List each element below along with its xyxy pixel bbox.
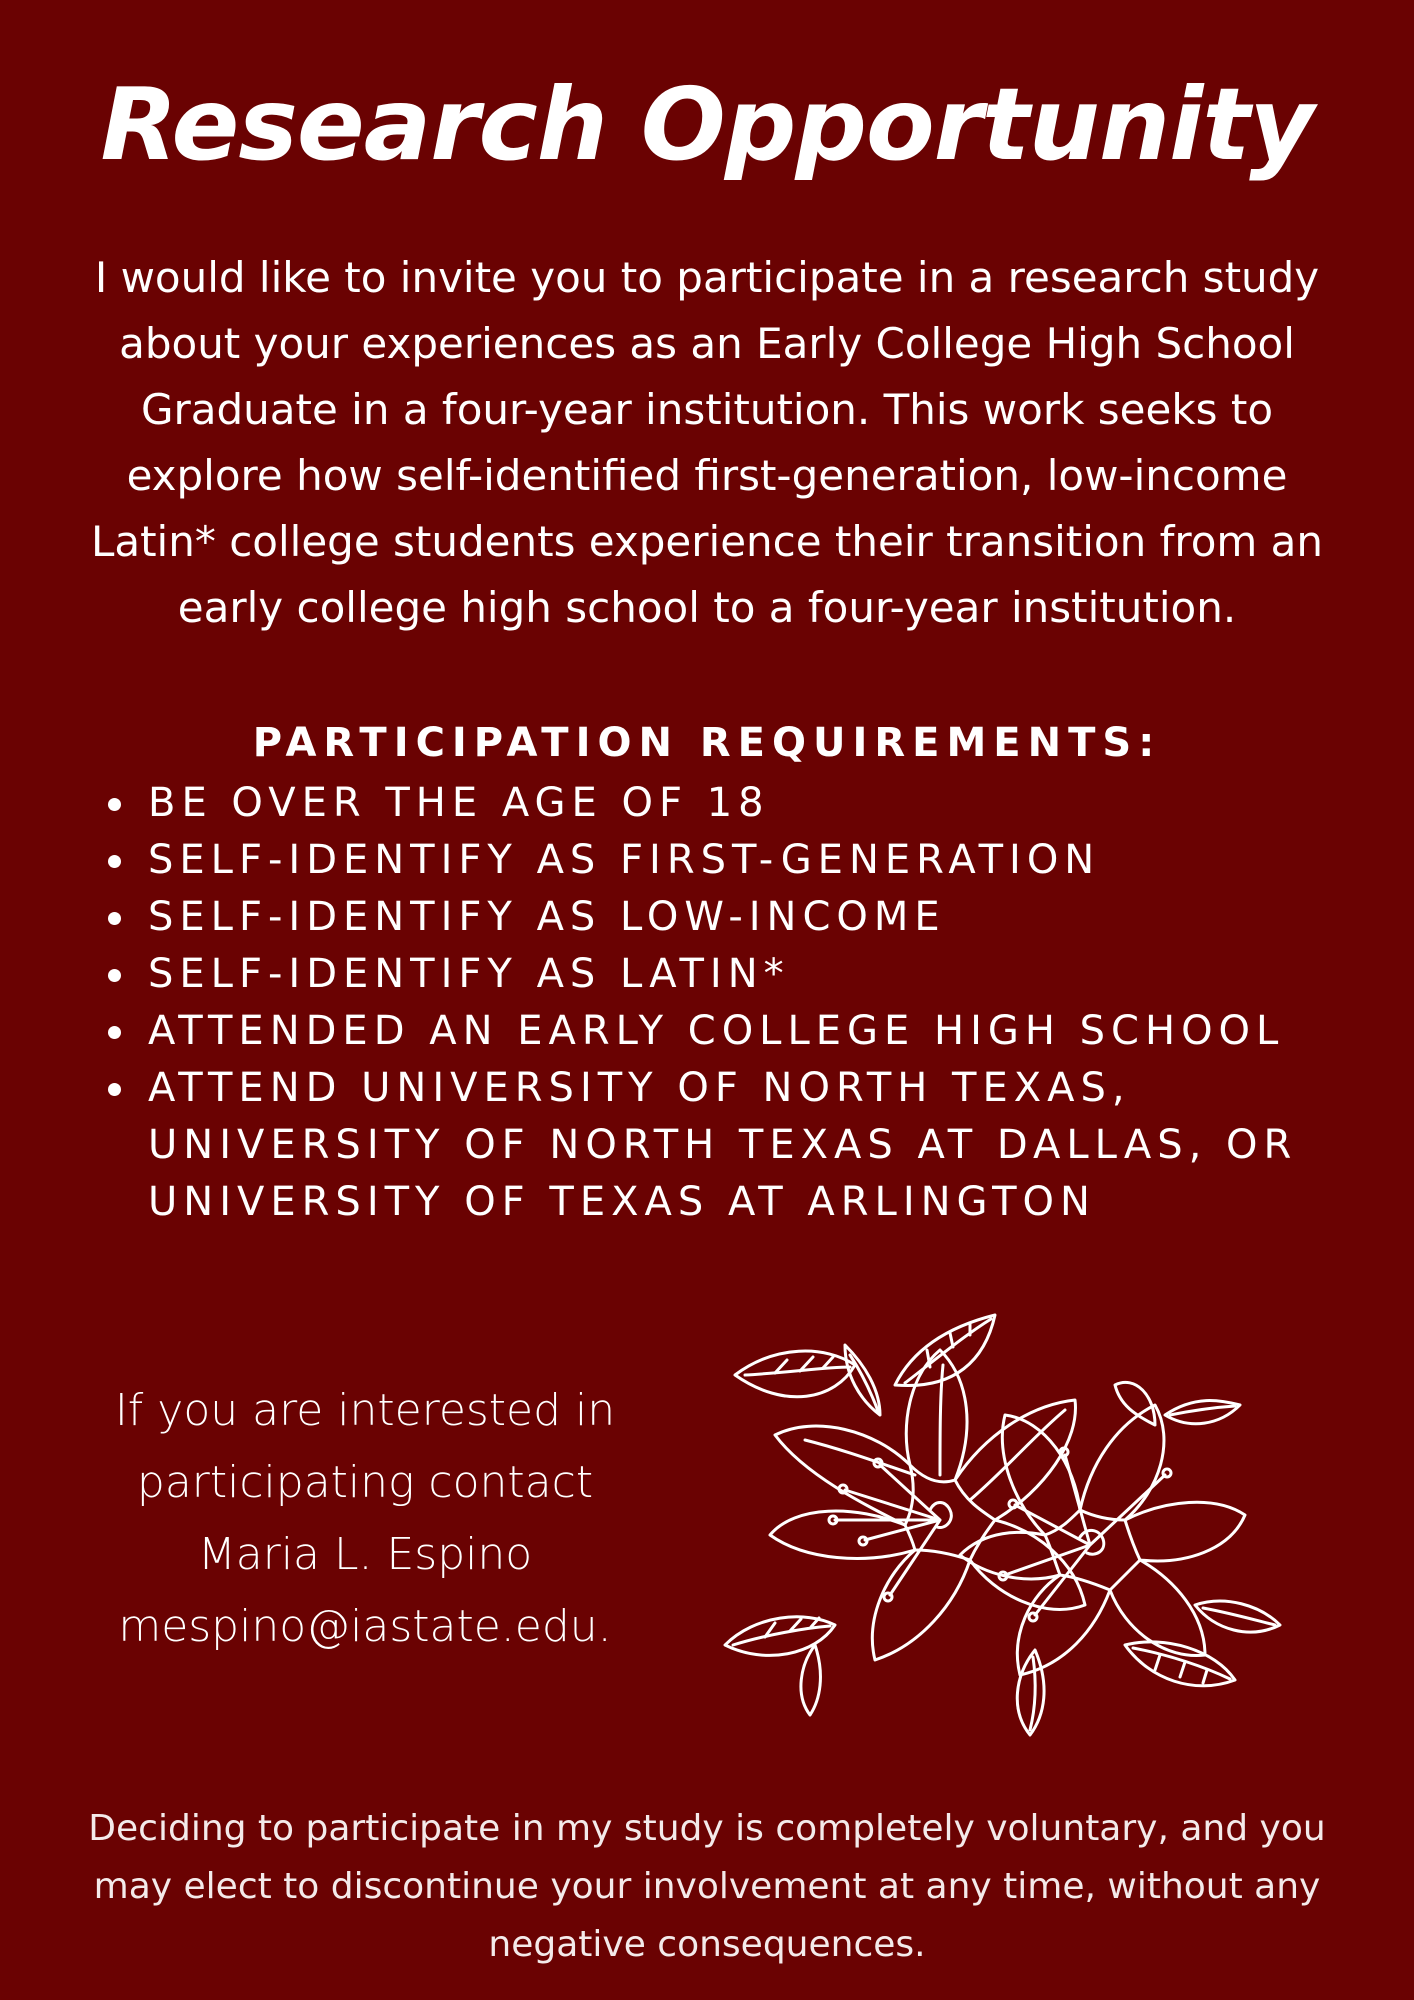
bullet-icon: [108, 798, 121, 811]
intro-paragraph: I would like to invite you to participate in a research study about your experiences as an Early College High School Graduate in a four-year institution. This work seeks to explore how self-identified first-generation, low-income Latin* college students experience their transition from an early college high school to a four-year institution.: [90, 253, 1324, 632]
requirement-text: BE OVER THE AGE OF 18: [148, 780, 770, 826]
list-item: [100, 946, 1360, 1003]
list-item: [100, 775, 1360, 832]
flyer-title: Research Opportunity: [100, 66, 1314, 183]
requirement-text: ATTENDED AN EARLY COLLEGE HIGH SCHOOL: [148, 1008, 1285, 1054]
requirement-text: SELF-IDENTIFY AS FIRST-GENERATION: [148, 837, 1101, 883]
requirements-list: [100, 775, 1360, 1231]
bullet-icon: [108, 969, 121, 982]
contact-block: [70, 1375, 660, 1663]
azalea-flowers-icon: [715, 1305, 1295, 1745]
list-item: [100, 1003, 1360, 1060]
contact-line: participating contact: [136, 1457, 594, 1508]
contact-line: If you are interested in: [114, 1385, 616, 1436]
contact-name: Maria L. Espino: [197, 1529, 533, 1580]
bullet-icon: [108, 855, 121, 868]
list-item: [100, 832, 1360, 889]
contact-email[interactable]: mespino@iastate.edu.: [118, 1601, 612, 1652]
requirements-heading: PARTICIPATION REQUIREMENTS:: [252, 720, 1162, 766]
requirement-text: SELF-IDENTIFY AS LATIN*: [148, 951, 790, 997]
requirement-text: ATTEND UNIVERSITY OF NORTH TEXAS, UNIVERSITY OF NORTH TEXAS AT DALLAS, OR UNIVERSITY OF TEXAS AT ARLINGTON: [148, 1065, 1298, 1225]
list-item: [100, 889, 1360, 946]
requirement-text: SELF-IDENTIFY AS LOW-INCOME: [148, 894, 946, 940]
bullet-icon: [108, 1083, 121, 1096]
list-item: [100, 1060, 1360, 1231]
bullet-icon: [108, 1026, 121, 1039]
bullet-icon: [108, 912, 121, 925]
disclaimer-text: Deciding to participate in my study is completely voluntary, and you may elect to discontinue your involvement at any time, without any negative consequences.: [88, 1808, 1326, 1965]
